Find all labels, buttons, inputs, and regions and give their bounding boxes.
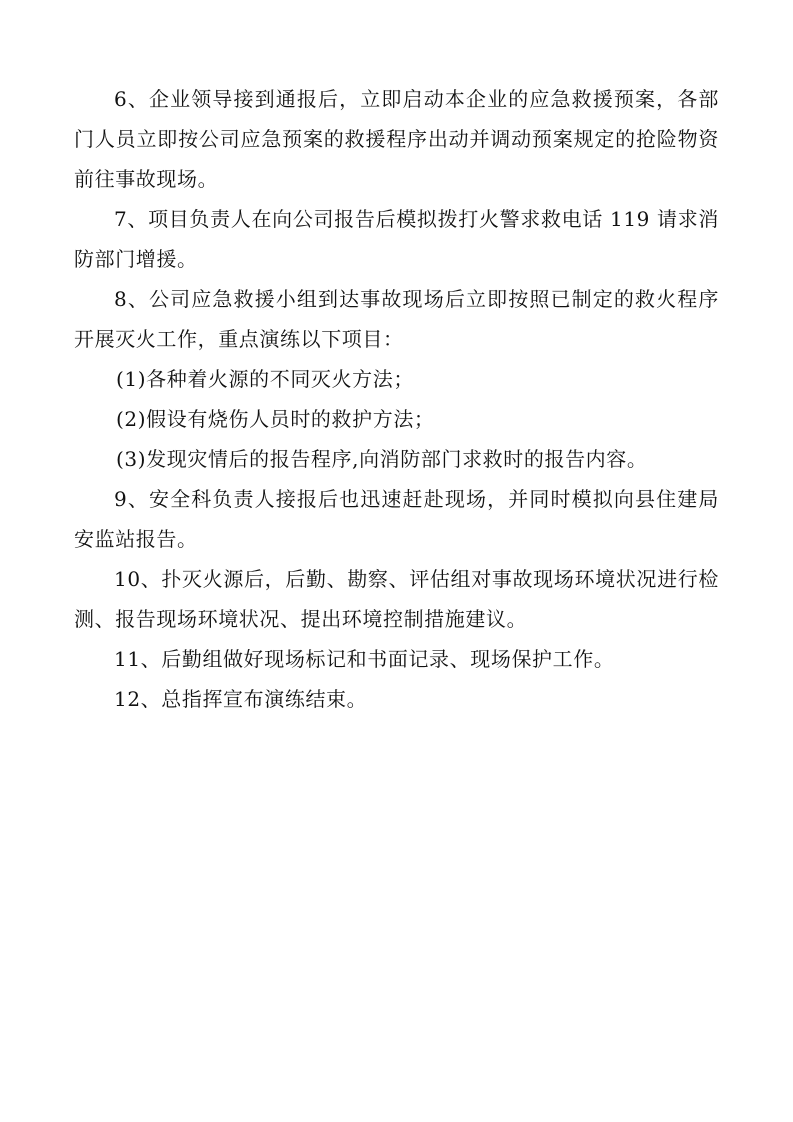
document-body bbox=[74, 79, 719, 719]
list-item-3: (3)发现灾情后的报告程序,向消防部门求救时的报告内容。 bbox=[116, 447, 648, 471]
paragraph-11: 11、后勤组做好现场标记和书面记录、现场保护工作。 bbox=[114, 647, 615, 671]
list-item-1: (1)各种着火源的不同灭火方法； bbox=[116, 367, 414, 391]
paragraph-12: 12、总指挥宣布演练结束。 bbox=[114, 687, 368, 711]
paragraph-9: 9、安全科负责人接报后也迅速赶赴现场，并同时模拟向县住建局安监站报告。 bbox=[74, 487, 719, 551]
paragraph-7: 7、项目负责人在向公司报告后模拟拨打火警求救电话 119 请求消防部门增援。 bbox=[74, 207, 719, 271]
paragraph-6: 6、企业领导接到通报后，立即启动本企业的应急救援预案，各部门人员立即按公司应急预案的救援程序出动并调动预案规定的抢险物资前往事故现场。 bbox=[74, 87, 719, 191]
list-item-2: (2)假设有烧伤人员时的救护方法； bbox=[116, 407, 435, 431]
paragraph-8: 8、公司应急救援小组到达事故现场后立即按照已制定的救火程序开展灭火工作，重点演练以下项目： bbox=[74, 287, 719, 351]
paragraph-10: 10、扑灭火源后，后勤、勘察、评估组对事故现场环境状况进行检测、报告现场环境状况、提出环境控制措施建议。 bbox=[74, 567, 719, 631]
